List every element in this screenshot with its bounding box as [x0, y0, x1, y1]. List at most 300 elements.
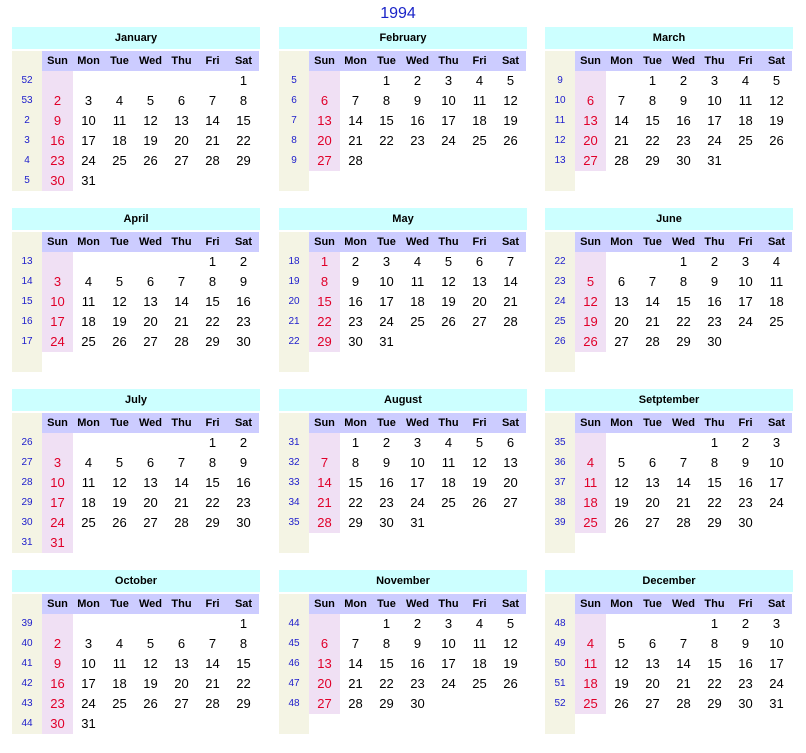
day-cell: 8: [309, 272, 340, 292]
day-cell: 21: [645, 314, 660, 329]
day-cell: 24: [81, 696, 96, 711]
weekday-label: Thu: [699, 594, 730, 614]
week-number: 49: [545, 634, 575, 654]
day-cell: 1: [648, 73, 657, 88]
week-row: [279, 312, 527, 332]
day-cell: 10: [379, 274, 394, 289]
empty-cell: [340, 171, 371, 191]
empty-cell: [495, 533, 526, 553]
day-cell: 1: [351, 435, 360, 450]
weekday-label: Mon: [73, 594, 104, 614]
day-cell: 16: [236, 294, 251, 309]
empty-cell: [228, 533, 259, 553]
week-number-corner: [545, 594, 575, 614]
week-row: [12, 453, 260, 473]
week-row: [279, 654, 527, 674]
day-cell: 24: [441, 676, 456, 691]
day-cell: 11: [575, 654, 606, 674]
day-cell: 3: [772, 435, 781, 450]
day-cell: 15: [379, 656, 394, 671]
day-cell: 9: [741, 636, 750, 651]
day-cell: 6: [648, 636, 657, 651]
weekday-header: [545, 51, 793, 71]
week-row: [545, 634, 793, 654]
day-cell: 12: [441, 274, 456, 289]
day-cell: 15: [205, 475, 220, 490]
day-cell: 29: [676, 334, 691, 349]
empty-cell: [104, 714, 135, 734]
week-number-corner: [545, 232, 575, 252]
day-cell: 28: [676, 515, 691, 530]
empty-cell: [637, 433, 668, 453]
month-name: November: [279, 570, 527, 592]
week-number: 41: [12, 654, 42, 674]
day-cell: 22: [379, 676, 394, 691]
day-cell: 18: [410, 294, 425, 309]
day-cell: 31: [707, 153, 722, 168]
day-cell: 5: [575, 272, 606, 292]
day-cell: 17: [707, 113, 722, 128]
day-cell: 29: [236, 696, 251, 711]
day-cell: 30: [410, 696, 425, 711]
week-row: [279, 533, 527, 553]
day-cell: 29: [236, 153, 251, 168]
empty-cell: [637, 533, 668, 553]
day-cell: 6: [575, 91, 606, 111]
day-cell: 26: [441, 314, 456, 329]
day-cell: 31: [379, 334, 394, 349]
weekday-label: Mon: [340, 232, 371, 252]
week-number: 39: [545, 513, 575, 533]
day-cell: 6: [309, 634, 340, 654]
week-row: [279, 71, 527, 91]
day-cell: 17: [42, 493, 73, 513]
day-cell: 26: [614, 515, 629, 530]
empty-cell: [699, 714, 730, 734]
empty-cell: [668, 714, 699, 734]
week-number: 28: [12, 473, 42, 493]
empty-cell: [464, 513, 495, 533]
empty-cell: [42, 252, 73, 272]
week-number-corner: [545, 51, 575, 71]
day-cell: 11: [410, 274, 425, 289]
day-cell: 16: [42, 131, 73, 151]
week-number: 4: [12, 151, 42, 171]
empty-cell: [402, 714, 433, 734]
week-number: [12, 352, 42, 372]
empty-cell: [73, 433, 104, 453]
weekday-label: Fri: [197, 413, 228, 433]
day-cell: 26: [472, 495, 487, 510]
empty-cell: [104, 352, 135, 372]
day-cell: 30: [348, 334, 363, 349]
empty-cell: [166, 252, 197, 272]
weekday-label: Thu: [433, 594, 464, 614]
day-cell: 16: [410, 656, 425, 671]
empty-cell: [637, 252, 668, 272]
weekday-label: Sat: [761, 413, 792, 433]
week-row: [279, 111, 527, 131]
day-cell: 27: [614, 334, 629, 349]
day-cell: 9: [413, 636, 422, 651]
day-cell: 21: [309, 493, 340, 513]
weekday-label: Sun: [575, 594, 606, 614]
week-row: [545, 674, 793, 694]
week-row: [12, 473, 260, 493]
empty-cell: [104, 252, 135, 272]
day-cell: 19: [143, 133, 158, 148]
day-cell: 30: [738, 515, 753, 530]
day-cell: 11: [112, 656, 127, 671]
day-cell: 12: [614, 475, 629, 490]
week-row: [545, 493, 793, 513]
weekday-label: Tue: [371, 594, 402, 614]
weekday-label: Sat: [495, 413, 526, 433]
week-row: [279, 292, 527, 312]
day-cell: 29: [707, 696, 722, 711]
empty-cell: [166, 533, 197, 553]
day-cell: 25: [575, 694, 606, 714]
empty-cell: [73, 71, 104, 91]
week-row: [545, 252, 793, 272]
year-title: 1994: [380, 5, 416, 22]
day-cell: 23: [738, 676, 753, 691]
day-cell: 21: [503, 294, 518, 309]
empty-cell: [197, 614, 228, 634]
week-row: [545, 272, 793, 292]
week-number: 44: [12, 714, 42, 734]
day-cell: 19: [112, 495, 127, 510]
day-cell: 29: [309, 332, 340, 352]
empty-cell: [606, 71, 637, 91]
day-cell: 17: [441, 113, 456, 128]
day-cell: 11: [738, 93, 753, 108]
day-cell: 27: [143, 334, 158, 349]
day-cell: 23: [738, 495, 753, 510]
day-cell: 30: [42, 714, 73, 734]
empty-cell: [637, 614, 668, 634]
weekday-label: Tue: [104, 51, 135, 71]
empty-cell: [699, 352, 730, 372]
weekday-label: Sat: [228, 51, 259, 71]
day-cell: 26: [112, 515, 127, 530]
day-cell: 26: [769, 133, 784, 148]
day-cell: 21: [348, 133, 363, 148]
day-cell: 23: [707, 314, 722, 329]
empty-cell: [73, 252, 104, 272]
weekday-label: Sun: [309, 413, 340, 433]
weekday-label: Wed: [402, 51, 433, 71]
empty-cell: [197, 171, 228, 191]
empty-cell: [166, 71, 197, 91]
day-cell: 5: [617, 636, 626, 651]
day-cell: 30: [738, 696, 753, 711]
week-number: 37: [545, 473, 575, 493]
weekday-label: Mon: [340, 51, 371, 71]
day-cell: 13: [143, 294, 158, 309]
day-cell: 15: [379, 113, 394, 128]
week-row: [279, 714, 527, 734]
week-row: [12, 614, 260, 634]
day-cell: 25: [81, 515, 96, 530]
empty-cell: [606, 433, 637, 453]
weekday-header: [545, 594, 793, 614]
empty-cell: [104, 71, 135, 91]
day-cell: 2: [741, 616, 750, 631]
empty-cell: [761, 352, 792, 372]
day-cell: 20: [645, 676, 660, 691]
empty-cell: [464, 533, 495, 553]
day-cell: 30: [42, 171, 73, 191]
empty-cell: [309, 714, 340, 734]
empty-cell: [166, 171, 197, 191]
day-cell: 31: [42, 533, 73, 553]
day-cell: 1: [309, 252, 340, 272]
empty-cell: [730, 714, 761, 734]
day-cell: 10: [441, 93, 456, 108]
day-cell: 20: [143, 314, 158, 329]
week-number: 43: [12, 694, 42, 714]
week-row: [545, 614, 793, 634]
empty-cell: [433, 714, 464, 734]
week-number: 10: [545, 91, 575, 111]
empty-cell: [464, 694, 495, 714]
weekday-label: Thu: [166, 594, 197, 614]
week-number: 29: [12, 493, 42, 513]
day-cell: 14: [676, 475, 691, 490]
week-number: [279, 714, 309, 734]
weekday-label: Wed: [135, 413, 166, 433]
day-cell: 12: [503, 636, 518, 651]
weekday-label: Sun: [575, 413, 606, 433]
month-december: [545, 570, 793, 734]
day-cell: 18: [575, 493, 606, 513]
week-row: [12, 654, 260, 674]
weekday-label: Sat: [495, 51, 526, 71]
day-cell: 2: [239, 254, 248, 269]
day-cell: 31: [81, 716, 96, 731]
day-cell: 26: [614, 696, 629, 711]
week-number: 26: [545, 332, 575, 352]
day-cell: 20: [645, 495, 660, 510]
day-cell: 12: [575, 292, 606, 312]
day-cell: 14: [174, 294, 189, 309]
day-cell: 4: [84, 274, 93, 289]
empty-cell: [135, 614, 166, 634]
day-cell: 1: [382, 616, 391, 631]
week-row: [545, 714, 793, 734]
day-cell: 3: [84, 636, 93, 651]
week-row: [279, 473, 527, 493]
month-november: [279, 570, 527, 734]
weekday-label: Mon: [606, 51, 637, 71]
week-number: 35: [279, 513, 309, 533]
day-cell: 7: [351, 636, 360, 651]
day-cell: 31: [769, 696, 784, 711]
day-cell: 13: [309, 111, 340, 131]
day-cell: 1: [208, 254, 217, 269]
weekday-label: Tue: [371, 232, 402, 252]
day-cell: 22: [205, 314, 220, 329]
day-cell: 14: [205, 113, 220, 128]
week-row: [545, 533, 793, 553]
empty-cell: [104, 533, 135, 553]
empty-cell: [135, 533, 166, 553]
day-cell: 15: [348, 475, 363, 490]
day-cell: 11: [81, 294, 96, 309]
day-cell: 13: [503, 455, 518, 470]
day-cell: 2: [413, 73, 422, 88]
empty-cell: [433, 171, 464, 191]
weekday-label: Sun: [42, 594, 73, 614]
day-cell: 7: [617, 93, 626, 108]
day-cell: 23: [236, 314, 251, 329]
empty-cell: [371, 533, 402, 553]
week-number: 48: [545, 614, 575, 634]
day-cell: 8: [382, 636, 391, 651]
empty-cell: [197, 71, 228, 91]
weekday-label: Wed: [668, 594, 699, 614]
empty-cell: [371, 352, 402, 372]
weekday-label: Sun: [42, 232, 73, 252]
week-number: 26: [12, 433, 42, 453]
week-row: [545, 71, 793, 91]
day-cell: 30: [707, 334, 722, 349]
week-row: [279, 272, 527, 292]
empty-cell: [309, 533, 340, 553]
week-number: 23: [545, 272, 575, 292]
day-cell: 12: [112, 294, 127, 309]
day-cell: 26: [112, 334, 127, 349]
week-number: 50: [545, 654, 575, 674]
day-cell: 5: [146, 636, 155, 651]
day-cell: 4: [772, 254, 781, 269]
week-row: [279, 513, 527, 533]
week-row: [279, 131, 527, 151]
day-cell: 13: [174, 113, 189, 128]
day-cell: 9: [42, 654, 73, 674]
empty-cell: [433, 533, 464, 553]
weekday-label: Wed: [402, 413, 433, 433]
day-cell: 10: [707, 93, 722, 108]
day-cell: 9: [239, 274, 248, 289]
day-cell: 21: [614, 133, 629, 148]
day-cell: 20: [143, 495, 158, 510]
empty-cell: [495, 513, 526, 533]
day-cell: 9: [679, 93, 688, 108]
weekday-label: Mon: [606, 594, 637, 614]
empty-cell: [761, 151, 792, 171]
week-row: [545, 513, 793, 533]
weekday-header: [12, 594, 260, 614]
empty-cell: [135, 714, 166, 734]
day-cell: 17: [769, 475, 784, 490]
empty-cell: [73, 533, 104, 553]
weekday-header: [545, 413, 793, 433]
day-cell: 10: [769, 455, 784, 470]
day-cell: 30: [236, 515, 251, 530]
month-name: Setptember: [545, 389, 793, 411]
day-cell: 19: [112, 314, 127, 329]
day-cell: 5: [115, 274, 124, 289]
week-row: [545, 131, 793, 151]
weekday-header: [545, 232, 793, 252]
day-cell: 5: [617, 455, 626, 470]
day-cell: 28: [348, 696, 363, 711]
empty-cell: [433, 352, 464, 372]
empty-cell: [730, 352, 761, 372]
month-march: [545, 27, 793, 191]
day-cell: 17: [441, 656, 456, 671]
day-cell: 18: [575, 674, 606, 694]
week-number: 34: [279, 493, 309, 513]
day-cell: 25: [472, 133, 487, 148]
weekday-label: Thu: [166, 413, 197, 433]
week-row: [545, 453, 793, 473]
day-cell: 29: [205, 515, 220, 530]
weekday-label: Wed: [135, 51, 166, 71]
day-cell: 16: [738, 656, 753, 671]
day-cell: 13: [645, 475, 660, 490]
day-cell: 8: [208, 455, 217, 470]
day-cell: 20: [174, 133, 189, 148]
empty-cell: [575, 352, 606, 372]
month-may: [279, 208, 527, 372]
week-number: 6: [279, 91, 309, 111]
week-row: [279, 171, 527, 191]
empty-cell: [197, 352, 228, 372]
weekday-label: Tue: [637, 232, 668, 252]
day-cell: 24: [769, 495, 784, 510]
empty-cell: [402, 171, 433, 191]
week-number: 24: [545, 292, 575, 312]
day-cell: 1: [239, 616, 248, 631]
week-row: [545, 694, 793, 714]
week-number: 5: [279, 71, 309, 91]
week-row: [545, 332, 793, 352]
day-cell: 15: [645, 113, 660, 128]
empty-cell: [371, 714, 402, 734]
day-cell: 6: [648, 455, 657, 470]
day-cell: 21: [205, 133, 220, 148]
day-cell: 19: [503, 656, 518, 671]
day-cell: 2: [741, 435, 750, 450]
day-cell: 12: [143, 113, 158, 128]
weekday-label: Wed: [135, 232, 166, 252]
empty-cell: [309, 614, 340, 634]
day-cell: 17: [81, 133, 96, 148]
month-april: [12, 208, 260, 372]
day-cell: 14: [348, 656, 363, 671]
week-number-corner: [12, 594, 42, 614]
empty-cell: [668, 352, 699, 372]
day-cell: 26: [575, 332, 606, 352]
empty-cell: [575, 614, 606, 634]
week-row: [279, 91, 527, 111]
day-cell: 18: [472, 113, 487, 128]
day-cell: 23: [379, 495, 394, 510]
day-cell: 6: [506, 435, 515, 450]
day-cell: 5: [772, 73, 781, 88]
empty-cell: [197, 533, 228, 553]
empty-cell: [371, 151, 402, 171]
weekday-label: Sun: [42, 51, 73, 71]
day-cell: 5: [444, 254, 453, 269]
day-cell: 18: [738, 113, 753, 128]
empty-cell: [464, 332, 495, 352]
day-cell: 27: [143, 515, 158, 530]
day-cell: 15: [236, 656, 251, 671]
